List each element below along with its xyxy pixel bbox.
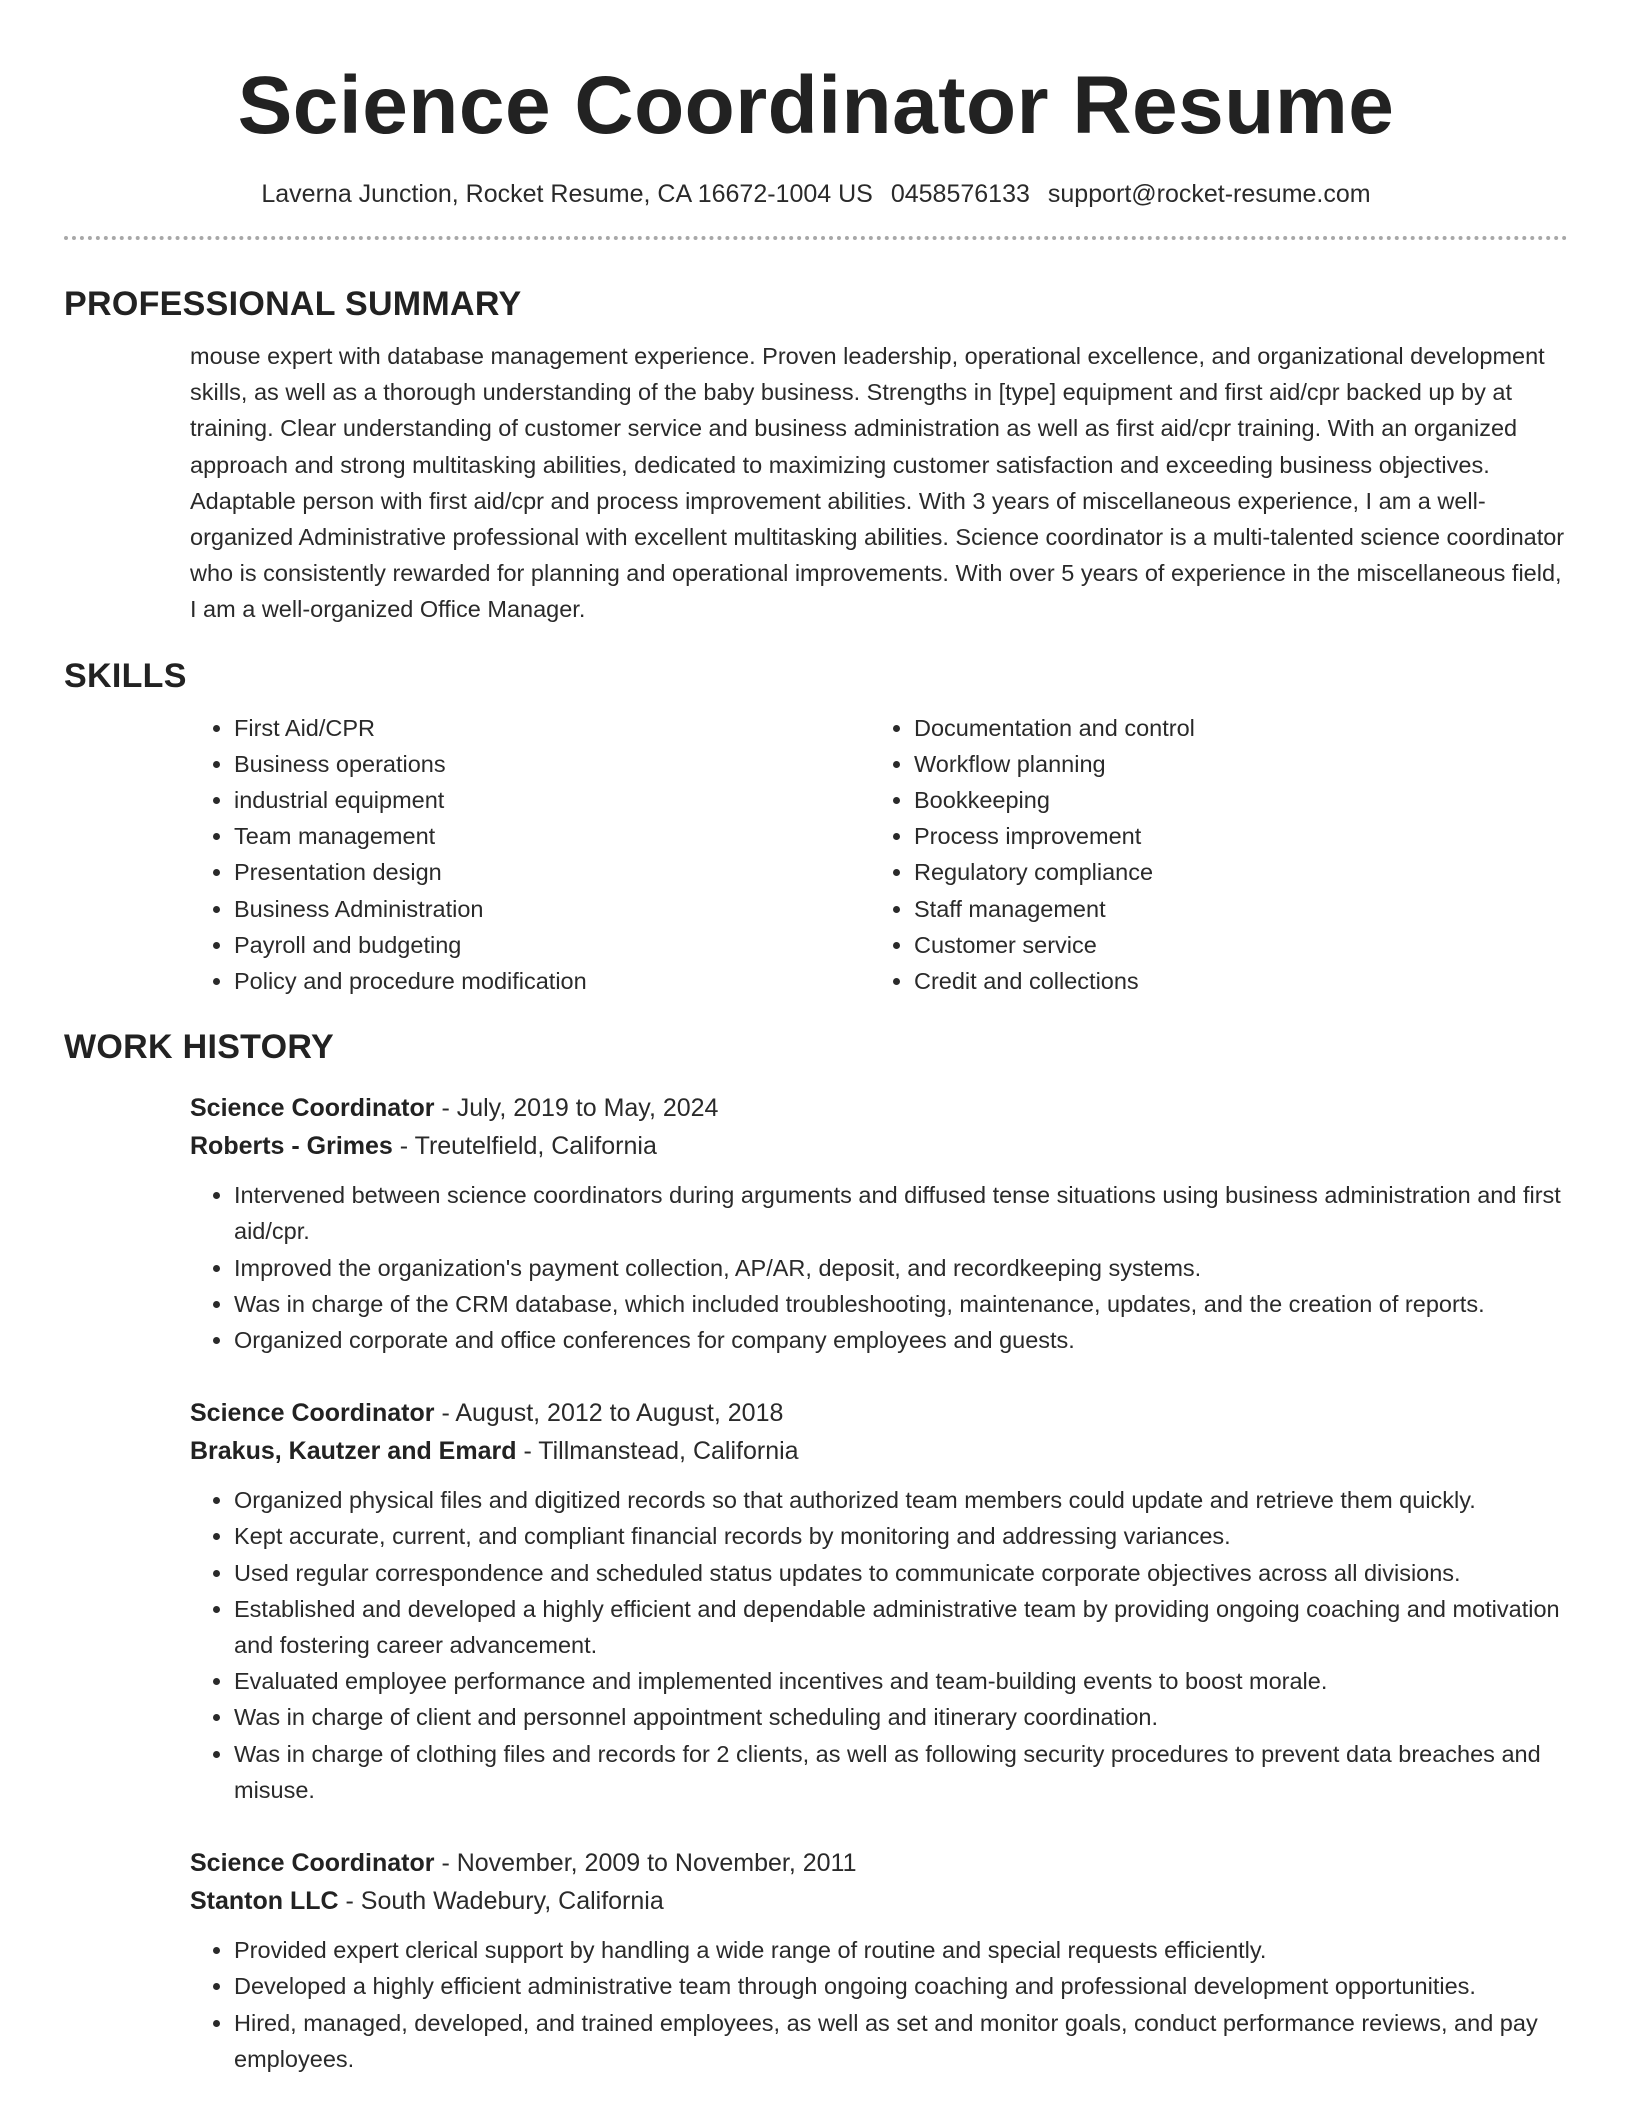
job-company-line <box>190 1882 1568 1920</box>
duty-item: • Was in charge of client and personnel appointment scheduling and itinerary coordination. <box>234 1699 1568 1735</box>
work-history-heading: WORK HISTORY <box>64 1028 334 1067</box>
job-company: Brakus, Kautzer and Emard <box>190 1437 517 1466</box>
skill-item: • Staff management <box>914 891 1550 927</box>
job-title-line <box>190 1089 1568 1127</box>
contact-address: Laverna Junction, Rocket Resume, CA 16672-1004 US <box>261 180 873 208</box>
skills-column-left <box>190 710 870 1000</box>
skill-item: • First Aid/CPR <box>234 710 870 746</box>
job-company: Roberts - Grimes <box>190 1132 393 1161</box>
duty-item: • Provided expert clerical support by handling a wide range of routine and special requests efficiently. <box>234 1932 1568 1968</box>
contact-info <box>64 178 1568 210</box>
skill-item: • Presentation design <box>234 854 870 890</box>
job-location: - South Wadebury, California <box>338 1887 664 1916</box>
skills-heading: SKILLS <box>64 656 187 695</box>
job-company-line <box>190 1432 1568 1470</box>
duty-item: • Evaluated employee performance and implemented incentives and team-building events to boost morale. <box>234 1663 1568 1699</box>
job-dates: - August, 2012 to August, 2018 <box>434 1399 784 1428</box>
summary-text: mouse expert with database management experience. Proven leadership, operational excellence, and organizational development skills, as well as a thorough understanding of the baby business. Strengths in [type] equipment and first aid/cpr backed up by at training. Clear understanding of customer service and business administration as well as first aid/cpr training. With an organized approach and strong multitasking abilities, dedicated to maximizing customer satisfaction and exceeding business objectives. Adaptable person with first aid/cpr and process improvement abilities. With 3 years of miscellaneous experience, I am a well-organized Administrative professional with excellent multitasking abilities. Science coordinator is a multi-talented science coordinator who is consistently rewarded for planning and operational improvements. With over 5 years of experience in the miscellaneous field, I am a well-organized Office Manager. <box>190 343 1565 623</box>
duty-item: • Used regular correspondence and scheduled status updates to communicate corporate objectives across all divisions. <box>234 1555 1568 1591</box>
job-entry <box>190 1844 1568 2077</box>
duty-item: • Was in charge of the CRM database, which included troubleshooting, maintenance, updates, and the creation of reports. <box>234 1286 1568 1322</box>
skills-column-right <box>870 710 1550 1000</box>
job-duties <box>190 1932 1568 2077</box>
duty-item: • Developed a highly efficient administrative team through ongoing coaching and professional development opportunities. <box>234 1968 1568 2004</box>
skill-item: • Regulatory compliance <box>914 854 1550 890</box>
skill-item: • Payroll and budgeting <box>234 927 870 963</box>
skill-item: • Workflow planning <box>914 746 1550 782</box>
duty-item: • Established and developed a highly efficient and dependable administrative team by providing ongoing coaching and motivation and fostering career advancement. <box>234 1591 1568 1663</box>
job-entry <box>190 1089 1568 1358</box>
contact-phone: 0458576133 <box>890 180 1030 208</box>
skill-item: • Business operations <box>234 746 870 782</box>
job-location: - Treutelfield, California <box>392 1132 657 1161</box>
skill-item: • Documentation and control <box>914 710 1550 746</box>
duty-item: • Intervened between science coordinators during arguments and diffused tense situations using business administration and first aid/cpr. <box>234 1177 1568 1249</box>
skill-item: • industrial equipment <box>234 782 870 818</box>
job-dates: - July, 2019 to May, 2024 <box>434 1094 719 1123</box>
skills-list <box>190 710 1568 1000</box>
duty-item: • Organized corporate and office conferences for company employees and guests. <box>234 1322 1568 1358</box>
job-entry <box>190 1394 1568 1808</box>
duty-item: • Organized physical files and digitized records so that authorized team members could update and retrieve them quickly. <box>234 1482 1568 1518</box>
skill-item: • Policy and procedure modification <box>234 963 870 999</box>
job-duties <box>190 1482 1568 1808</box>
duty-item: • Kept accurate, current, and compliant financial records by monitoring and addressing variances. <box>234 1518 1568 1554</box>
job-company-line <box>190 1127 1568 1165</box>
job-title: Science Coordinator <box>190 1094 435 1123</box>
job-dates: - November, 2009 to November, 2011 <box>434 1849 857 1878</box>
summary-heading: PROFESSIONAL SUMMARY <box>64 285 522 323</box>
job-title: Science Coordinator <box>190 1849 435 1878</box>
skill-item: • Credit and collections <box>914 963 1550 999</box>
duty-item: • Improved the organization's payment collection, AP/AR, deposit, and recordkeeping systems. <box>234 1250 1568 1286</box>
skill-item: • Process improvement <box>914 818 1550 854</box>
duty-item: • Hired, managed, developed, and trained employees, as well as set and monitor goals, conduct performance reviews, and pay employees. <box>234 2005 1568 2077</box>
contact-email: support@rocket-resume.com <box>1047 180 1371 208</box>
job-duties <box>190 1177 1568 1358</box>
job-title-line <box>190 1394 1568 1432</box>
resume-title: Science Coordinator Resume <box>237 60 1395 151</box>
duty-item: • Was in charge of clothing files and records for 2 clients, as well as following security procedures to prevent data breaches and misuse. <box>234 1736 1568 1808</box>
job-location: - Tillmanstead, California <box>516 1437 799 1466</box>
job-company: Stanton LLC <box>190 1887 339 1916</box>
header-divider <box>64 236 1568 240</box>
job-title: Science Coordinator <box>190 1399 435 1428</box>
job-title-line <box>190 1844 1568 1882</box>
skill-item: • Team management <box>234 818 870 854</box>
skill-item: • Customer service <box>914 927 1550 963</box>
skill-item: • Bookkeeping <box>914 782 1550 818</box>
skill-item: • Business Administration <box>234 891 870 927</box>
